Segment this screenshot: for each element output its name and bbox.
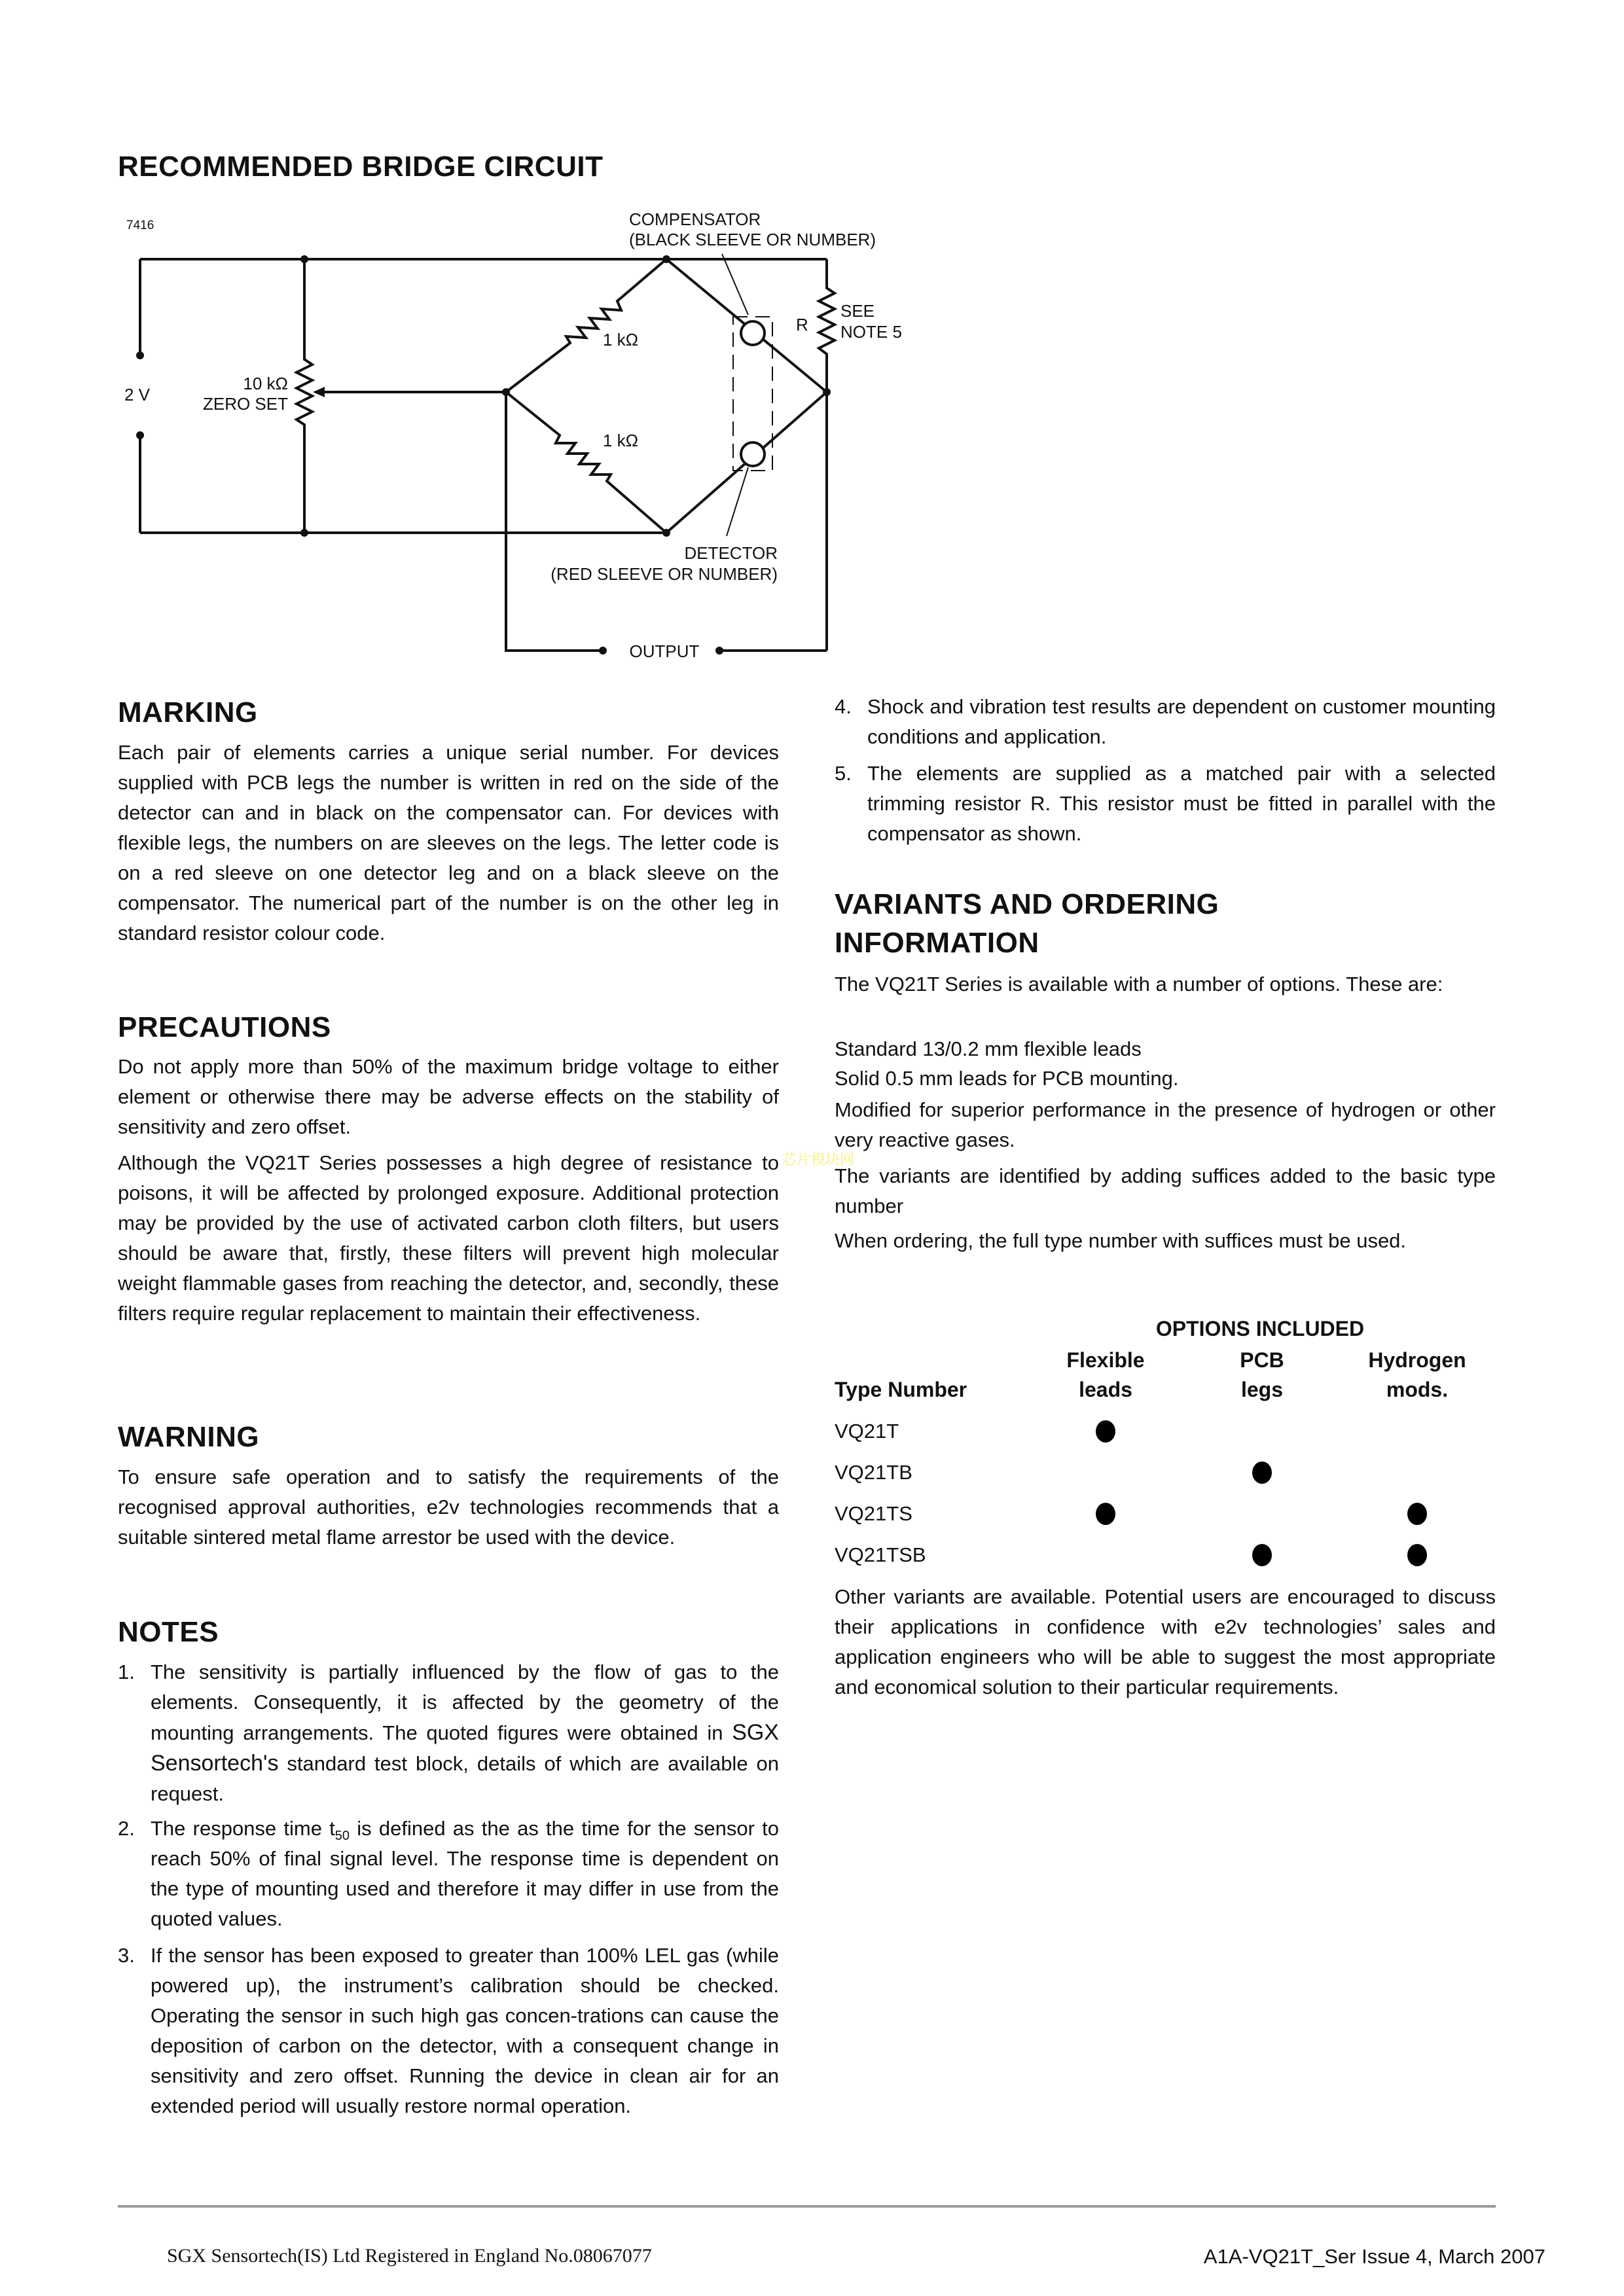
col-hydrogen-header: Hydrogen [1368,1348,1466,1372]
bridge-arm-top-left [506,259,666,392]
subscript: 50 [334,1829,350,1844]
compensator-label: COMPENSATOR [629,209,761,229]
note-5 [835,759,1496,849]
note-3 [118,1941,779,2151]
compensator-pointer [722,254,748,315]
note-text-part: is defined as the as the time for the sensor to reach 50% of final signal level. The response time is dependent on the type of mounting used and therefore it may differ in use from the quoted values. [151,1817,779,1930]
col-flexible-header: Flexible [1066,1348,1145,1372]
detector-sleeve-label: (RED SLEEVE OR NUMBER) [550,564,778,584]
variants-intro: The VQ21T Series is available with a number of options. These are: [835,973,1443,996]
col-pcb-header-2: legs [1240,1378,1284,1401]
junction-dot [823,388,831,396]
detector-element-icon [741,442,765,466]
note-text: Shock and vibration test results are dependent on customer mounting conditions and application. [867,695,1496,748]
trim-resistor-r [819,259,835,651]
option-hydrogen: Modified for superior performance in the presence of hydrogen or other very reactive gases. [835,1098,1496,1151]
detector-label: DETECTOR [684,543,778,563]
options-included-header: OPTIONS INCLUDED [1155,1317,1365,1340]
note-text [151,1657,779,1809]
junction-dot [502,388,510,396]
marking-heading: MARKING [118,696,258,728]
output-terminal-1 [599,647,607,655]
option-flexible-leads: Standard 13/0.2 mm flexible leads [835,1037,1142,1060]
precautions-paragraph-1: Do not apply more than 50% of the maximum bridge voltage to either element or otherwise there may be adverse effects on the stability of sensitivity and zero offset. [118,1055,779,1138]
bridge-arm-bottom-left [506,392,666,533]
output-terminal-2 [715,647,723,655]
note-text [151,1814,779,1934]
supply-terminal-plus [136,351,144,359]
precautions-paragraph-2: Although the VQ21T Series possesses a high degree of resistance to poisons, it will be affected by prolonged exposure. Additional protection may be provided by the use of activated carbon cloth filters, but users should be aware that, firstly, these filters will prevent high molecular weight flammable gases from reaching the detector, and, secondly, these filters require regular replacement to maintain their effectiveness. [118,1151,779,1325]
type-number: VQ21TS [835,1502,912,1525]
watermark: 芯片模块网 [782,1151,855,1168]
option-included-dot-icon [1096,1503,1115,1525]
supply-terminal-minus [136,431,144,439]
company-name: SGX Sensortech's [151,1720,779,1776]
junction-dot [662,529,670,537]
supply-voltage-label: 2 V [124,385,151,404]
variants-heading-line2: INFORMATION [835,927,1039,959]
option-included-dot-icon [1252,1462,1272,1484]
compensator-sleeve-label: (BLACK SLEEVE OR NUMBER) [629,230,876,249]
junction-dot [300,529,308,537]
note-text-part: standard test block, details of which are available on request. [151,1752,779,1805]
type-number: VQ21T [835,1420,899,1443]
col-flexible-header-2: leads [1079,1378,1132,1401]
note-number: 5. [835,762,852,785]
note-number: 4. [835,695,852,718]
other-variants-text: Other variants are available. Potential users are encouraged to discuss their applications in confidence with e2v technologies’ sales and application engineers who will be able to suggest the most appropriate and economical solution to their particular requirements. [835,1585,1496,1698]
col-hydrogen-header-2: mods. [1386,1378,1449,1401]
figure-number: 7416 [126,219,154,232]
option-pcb-leads: Solid 0.5 mm leads for PCB mounting. [835,1067,1179,1090]
output-label: OUTPUT [629,641,700,661]
note-number: 3. [118,1944,135,1967]
variants-heading-line1: VARIANTS AND ORDERING [835,888,1219,920]
notes-heading: NOTES [118,1616,219,1648]
note-number: 2. [118,1817,135,1840]
marking-text: Each pair of elements carries a unique serial number. For devices supplied with PCB legs the number is written in red on the side of the detector can and in black on the compensator can. For devices with flexible legs, the numbers on are sleeves on the legs. The letter code is on a red sleeve on one detector leg and on a black sleeve on the compensator. The numerical part of the number is on the other leg in standard resistor colour code. [118,741,779,944]
option-included-dot-icon [1407,1544,1427,1566]
pot-value: 10 kΩ [243,374,288,393]
footer-company: SGX Sensortech(IS) Ltd Registered in England No.08067077 [167,2245,652,2267]
col-pcb-header: PCB [1240,1348,1284,1372]
note-2 [118,1814,779,1934]
type-number: VQ21TSB [835,1543,926,1566]
option-included-dot-icon [1252,1544,1272,1566]
note-1 [118,1657,779,1808]
resistor-bottom-value: 1 kΩ [603,431,639,450]
note-text-part: The sensitivity is partially influenced by the flow of gas to the elements. Consequently, it is affected by the geometry of the mounting arrangements. The quoted figures were obtained in [151,1660,779,1744]
variants-suffix-text: The variants are identified by adding suffices added to the basic type number [835,1164,1496,1217]
zero-set-potentiometer [297,259,312,533]
wiper-arrow-icon [313,387,325,397]
junction-dot [662,255,670,263]
pot-label: ZERO SET [202,394,288,414]
note-4 [835,692,1496,752]
warning-heading: WARNING [118,1421,260,1453]
ordering-text: When ordering, the full type number with suffices must be used. [835,1229,1407,1252]
precautions-heading: PRECAUTIONS [118,1011,331,1043]
note-text: If the sensor has been exposed to greater than 100% LEL gas (while powered up), the instrument’s calibration should be checked. Operating the sensor in such high gas concen-trations can cause the deposition of carbon on the detector, with a consequent change in sensitivity and zero offset. Running the device in clean air for an extended period will usually restore normal operation. [151,1944,779,2117]
warning-text: To ensure safe operation and to satisfy the requirements of the recognised approval authorities, e2v technologies recommends that a suitable sintered metal flame arrestor be used with the device. [118,1465,779,1549]
footer-divider [118,2205,1496,2208]
compensator-element-icon [741,321,765,345]
note5-label: NOTE 5 [840,322,902,342]
note-text-part: The response time t [151,1817,335,1840]
note-text: The elements are supplied as a matched pair with a selected trimming resistor R. This resistor must be fitted in parallel with the compensator as shown. [867,762,1496,845]
see-label: SEE [840,301,875,321]
note-number: 1. [118,1660,135,1683]
col-type-header: Type Number [835,1378,967,1401]
junction-dot [300,255,308,263]
option-included-dot-icon [1096,1420,1115,1443]
page-title: RECOMMENDED BRIDGE CIRCUIT [118,151,604,183]
type-number: VQ21TB [835,1461,912,1484]
option-included-dot-icon [1407,1503,1427,1525]
trim-resistor-label: R [796,315,808,334]
footer-document-id: A1A-VQ21T_Ser Issue 4, March 2007 [1203,2245,1545,2268]
resistor-top-value: 1 kΩ [603,330,639,350]
bridge-circuit-diagram [0,0,1624,720]
